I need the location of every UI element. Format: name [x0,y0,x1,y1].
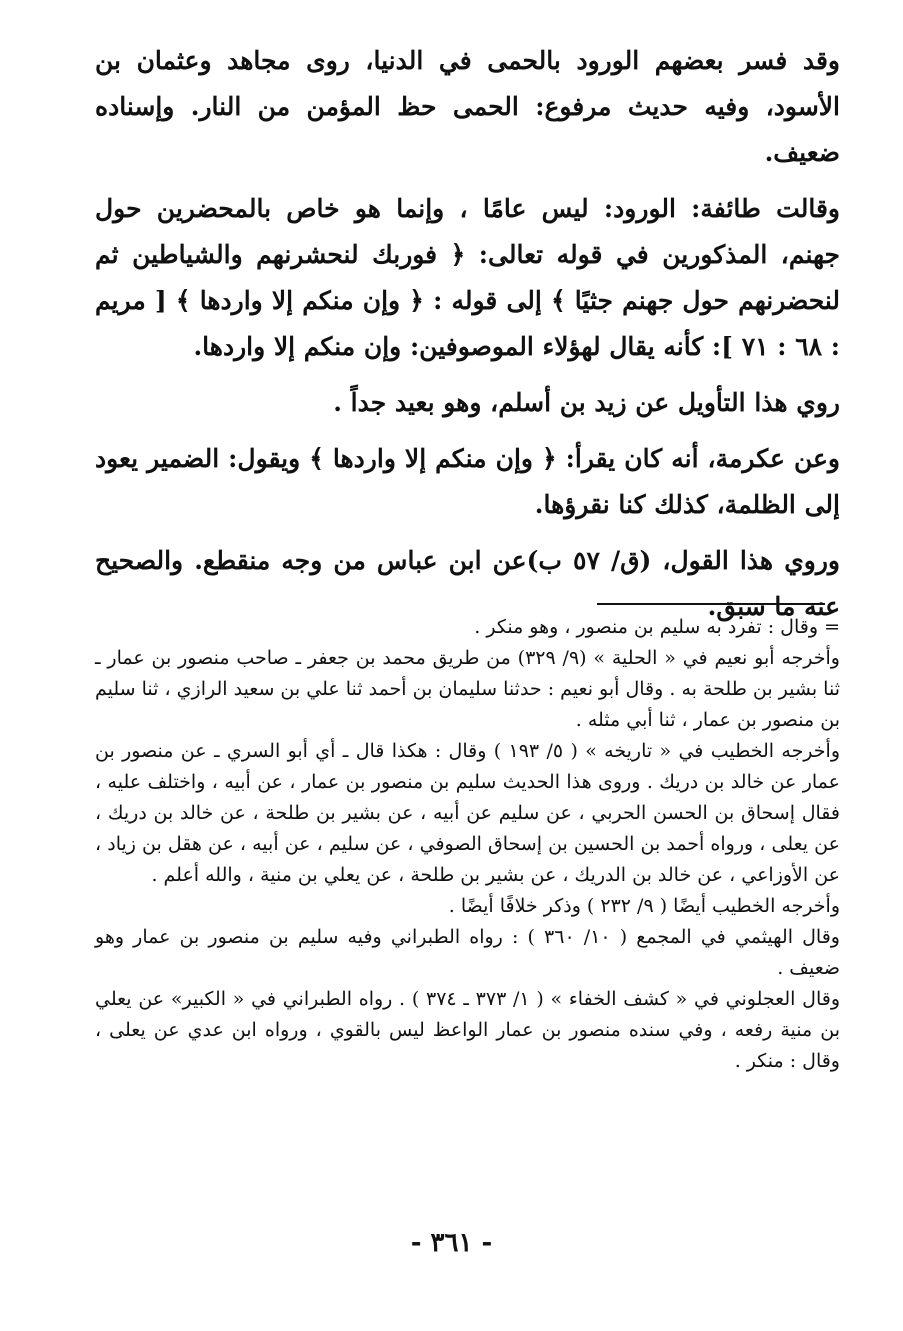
footnote-divider [597,603,825,605]
paragraph-2: وقالت طائفة: الورود: ليس عامًا ، وإنما هو خاص بالمحضرين حول جهنم، المذكورين في قوله تعالى: ﴿ فوربك لنحشرنهم والشياطين ثم لنحضرنهم حول جهنم جثيًا ﴾ إلى قوله : ﴿ وإن منكم إلا واردها ﴾ [ مريم : ٦٨ : ٧١ ]: كأنه يقال لهؤلاء الموصوفين: وإن منكم إلا واردها. [95,194,840,361]
paragraph-4: وعن عكرمة، أنه كان يقرأ: ﴿ وإن منكم إلا واردها ﴾ ويقول: الضمير يعود إلى الظلمة، كذلك كنا نقرؤها. [95,444,840,519]
page-number: - ٣٦١ - [410,1228,493,1258]
paragraph-5: وروي هذا القول، (ق/ ٥٧ ب)عن ابن عباس من وجه منقطع. والصحيح عنه ما سبق. [95,546,840,621]
footnote-1: = وقال : تفرد به سليم بن منصور ، وهو منكر . [474,616,840,638]
footnote-6: وقال العجلوني في « كشف الخفاء » ( ١/ ٣٧٣ ـ ٣٧٤ ) . رواه الطبراني في « الكبير» عن يعلي بن منية رفعه ، وفي سنده منصور بن عمار الواعظ ليس بالقوي ، ورواه ابن عدي عن يعلى ، وقال : منكر . [95,988,840,1072]
footnote-3: وأخرجه الخطيب في « تاريخه » ( ٥/ ١٩٣ ) وقال : هكذا قال ـ أي أبو السري ـ عن منصور بن عمار عن خالد بن دريك . وروى هذا الحديث سليم بن منصور بن عمار ، عن أبيه ، واختلف عليه ، فقال إسحاق بن الحسن الحربي ، عن سليم عن أبيه ، عن بشير بن طلحة ، عن خالد بن دريك ، عن يعلى ، ورواه أحمد بن الحسين بن إسحاق الصوفي ، عن سليم ، عن أبيه ، عن هقل بن زياد ، عن الأوزاعي ، عن خالد بن الدريك ، عن بشير بن طلحة ، عن يعلي بن منية ، والله أعلم . [95,740,840,886]
footnotes [95,612,840,1077]
paragraph-3: روي هذا التأويل عن زيد بن أسلم، وهو بعيد جداً . [333,388,840,417]
main-text [95,38,840,640]
footnote-5: وقال الهيثمي في المجمع ( ١٠/ ٣٦٠ ) : رواه الطبراني وفيه سليم بن منصور بن عمار وهو ضعيف . [95,926,840,979]
footnote-4: وأخرجه الخطيب أيضًا ( ٩/ ٢٣٢ ) وذكر خلافًا أيضًا . [448,895,840,917]
paragraph-1: وقد فسر بعضهم الورود بالحمى في الدنيا، روى مجاهد وعثمان بن الأسود، وفيه حديث مرفوع: الحمى حظ المؤمن من النار. وإسناده ضعيف. [95,46,840,167]
footnote-2: وأخرجه أبو نعيم في « الحلية » (٩/ ٣٢٩) من طريق محمد بن جعفر ـ صاحب منصور بن عمار ـ ثنا بشير بن طلحة به . وقال أبو نعيم : حدثنا سليمان بن أحمد ثنا علي بن سعيد الرازي ، ثنا سليم بن منصور بن عمار ، ثنا أبي مثله . [95,647,840,731]
